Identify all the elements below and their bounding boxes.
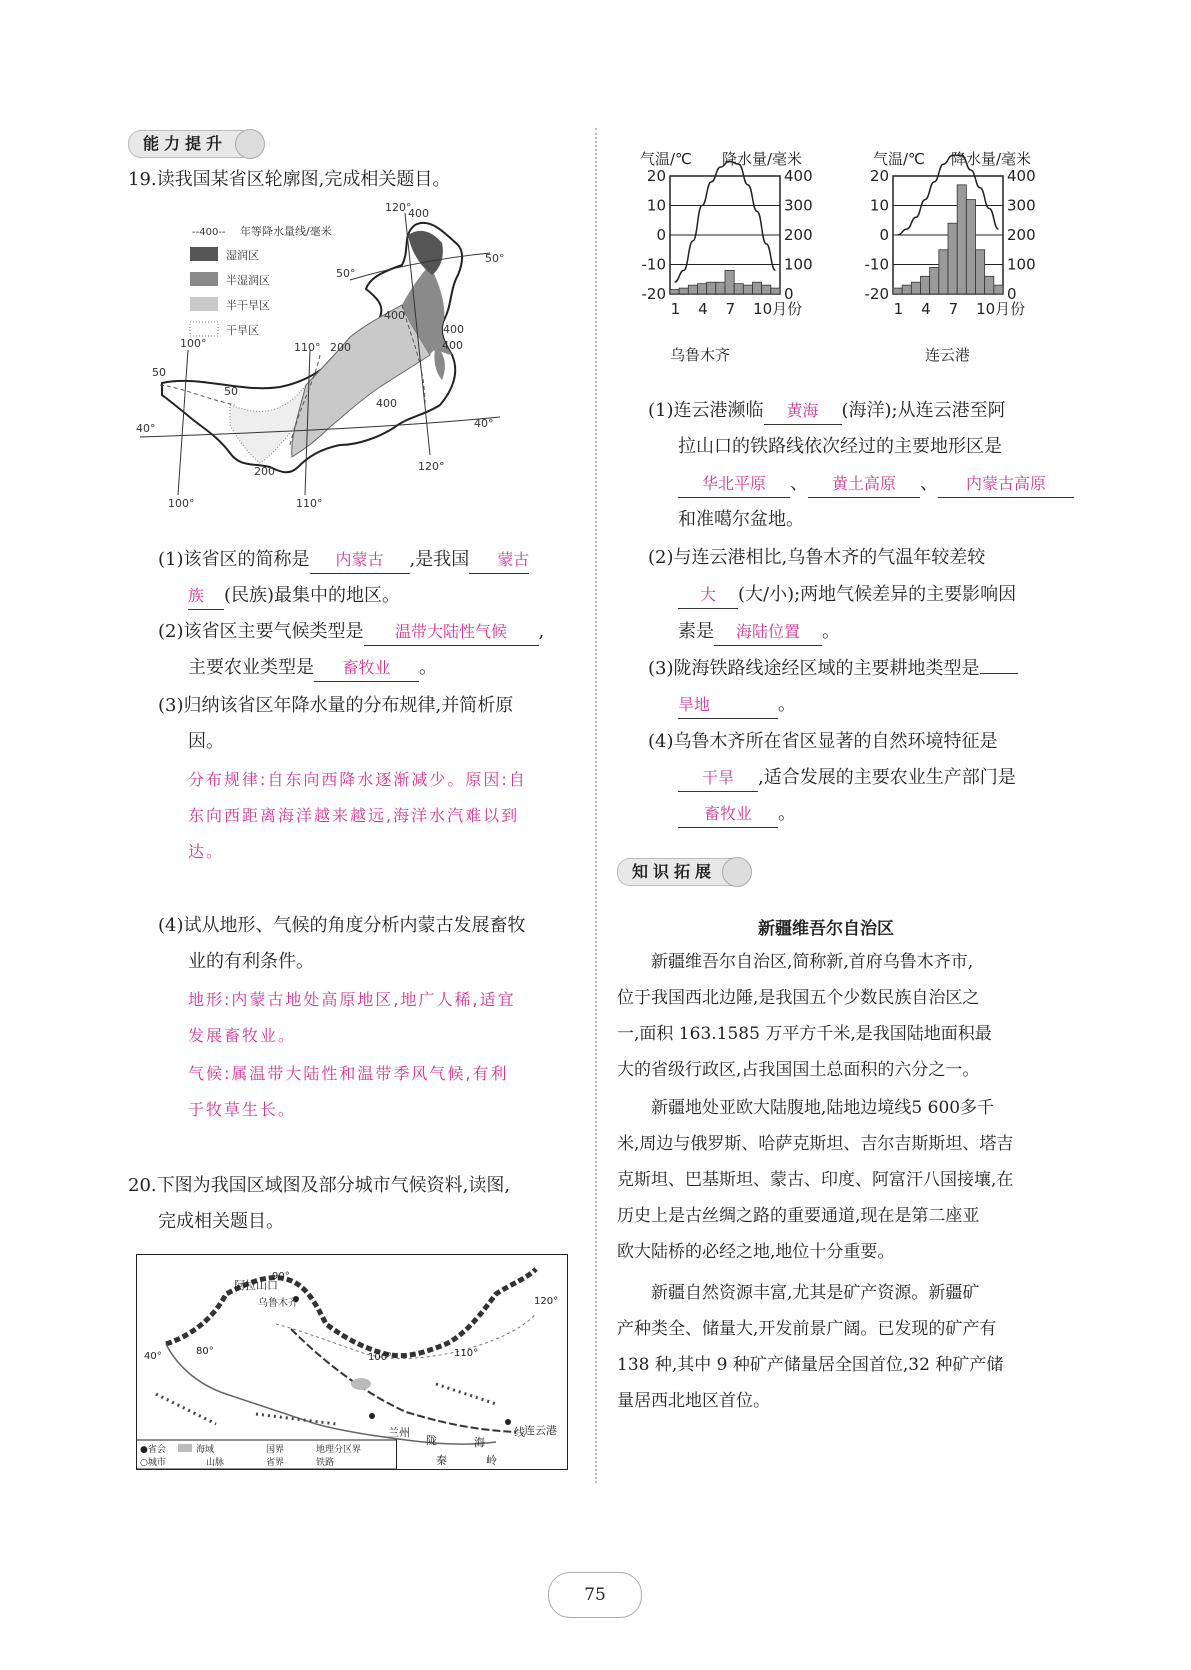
chart-ylabel-right: 降水量/毫米 <box>951 150 1032 168</box>
q19-part4-answer-4: 于牧草生长。 <box>188 1100 297 1119</box>
map-label: 兰州 <box>388 1426 410 1439</box>
legend-iso: --400-- <box>192 227 226 238</box>
legend-region-boundary: 地理分区界 <box>316 1445 362 1455</box>
legend-mountain: 山脉 <box>206 1458 225 1468</box>
q20-part1-line3: 华北平原 、 黄土高原 、 内蒙古高原 <box>678 466 1074 502</box>
column-divider <box>595 128 597 1483</box>
temp-tick-label: 10 <box>646 196 666 215</box>
climate-chart-urumqi <box>622 140 832 370</box>
precipitation-bar <box>734 284 743 294</box>
knowledge-paragraph-3: 新疆自然资源丰富,尤其是矿产资源。新疆矿 产种类全、储量大,开发前景广阔。已发现的矿产有 138 种,其中 9 种矿产储量居全国首位,32 种矿产储 量居西北地区首位。 <box>617 1283 1004 1411</box>
precip-tick-label: 200 <box>1007 226 1036 244</box>
map-label: 80° <box>196 1346 214 1357</box>
answer-blank: 内蒙古 <box>310 547 410 574</box>
q19-province-map <box>136 201 540 535</box>
precipitation-bar <box>743 285 752 294</box>
q19-part2-line2: 主要农业类型是 畜牧业 。 <box>188 650 437 686</box>
precipitation-bar <box>994 285 1003 294</box>
q19-part3-q2: 因。 <box>188 731 224 752</box>
temp-tick-label: -10 <box>864 255 889 274</box>
precipitation-bar <box>930 267 939 294</box>
map-label: 岭 <box>486 1454 497 1467</box>
map-label: 40° <box>136 422 156 435</box>
month-tick-label: 10月份 <box>753 300 803 318</box>
meridian-100 <box>178 350 188 495</box>
legend-swatch-semiarid <box>190 297 218 311</box>
q20-part1-line1: (1)连云港濒临 黄海 (海洋);从连云港至阿 <box>648 393 1006 429</box>
answer-blank: 畜牧业 <box>314 655 419 682</box>
q19-part4-answer-2: 发展畜牧业。 <box>188 1026 297 1045</box>
q19-part3-q1: (3)归纳该省区年降水量的分布规律,并简析原 <box>158 695 514 716</box>
legend-arid: 干旱区 <box>226 324 259 337</box>
chart-ylabel-left: 气温/℃ <box>873 150 925 168</box>
answer-blank: 旱地 <box>678 692 778 719</box>
q20-part1-line2: 拉山口的铁路线依次经过的主要地形区是 <box>678 436 1002 457</box>
map-label: 50° <box>485 252 505 265</box>
answer-blank: 干旱 <box>678 765 758 792</box>
answer-blank: 海陆位置 <box>714 619 822 646</box>
q19-part4-answer-3: 气候:属温带大陆性和温带季风气候,有利 <box>188 1064 509 1083</box>
precipitation-bar <box>762 285 771 294</box>
month-tick-label: 1 <box>670 300 681 318</box>
legend-swatch-humid <box>190 247 218 261</box>
precip-tick-label: 300 <box>1007 196 1036 215</box>
q20-part4-line1: (4)乌鲁木齐所在省区显著的自然环境特征是 <box>648 731 998 752</box>
legend-swatch-arid <box>190 322 218 336</box>
map-label: 400 <box>376 397 397 410</box>
q19-part3-answer-1: 分布规律:自东向西降水逐渐减少。原因:自 <box>188 770 527 789</box>
q20-part1-line4: 和准噶尔盆地。 <box>678 509 804 530</box>
sea-area <box>351 1378 371 1390</box>
magnifier-icon <box>235 129 265 159</box>
precipitation-bar <box>725 270 734 294</box>
precip-tick-label: 400 <box>784 167 813 185</box>
month-tick-label: 4 <box>921 300 931 318</box>
legend-sea-swatch <box>178 1444 192 1452</box>
q19-part2-line1: (2)该省区主要气候类型是 温带大陆性气候 , <box>158 614 544 650</box>
map-label: 400 <box>408 207 429 220</box>
legend-subhumid: 半湿润区 <box>226 274 270 287</box>
map-label: 海 <box>474 1436 485 1449</box>
map-label: 200 <box>254 465 275 478</box>
precip-tick-label: 400 <box>1007 167 1036 185</box>
legend-swatch-subhumid <box>190 272 218 286</box>
map-label: 400 <box>384 309 405 322</box>
q20-stem-1: 20.下图为我国区域图及部分城市气候资料,读图, <box>128 1175 511 1196</box>
q19-part4-answer-1: 地形:内蒙古地处高原地区,地广人稀,适宜 <box>188 990 516 1009</box>
precip-tick-label: 200 <box>784 226 813 244</box>
q19-stem: 19.读我国某省区轮廓图,完成相关题目。 <box>128 169 451 190</box>
temp-tick-label: -20 <box>641 285 666 303</box>
chart-title: 乌鲁木齐 <box>670 346 731 364</box>
magnifier-icon <box>722 857 752 887</box>
map-label: 50 <box>224 385 238 398</box>
map-label: 400 <box>443 323 464 336</box>
section-tag-ability: 能力提升 <box>128 130 264 158</box>
map-label: 100° <box>368 1352 393 1363</box>
precip-tick-label: 0 <box>1007 285 1017 303</box>
legend-capital: ●省会 <box>140 1445 166 1455</box>
answer-blank: 大 <box>678 582 738 609</box>
map-label: 秦 <box>436 1454 447 1467</box>
chart-ylabel-left: 气温/℃ <box>640 150 692 168</box>
precipitation-bar <box>985 276 994 294</box>
q20-part3-line2: 旱地 。 <box>678 687 796 723</box>
map-label: 100° <box>180 337 207 350</box>
precip-tick-label: 0 <box>784 285 794 303</box>
map-label: 120° <box>418 460 445 473</box>
city-lanzhou <box>369 1413 375 1419</box>
city-lianyungang <box>505 1419 511 1425</box>
precipitation-bar <box>707 282 716 294</box>
precipitation-bar <box>976 250 985 294</box>
q20-part2-line3: 素是 海陆位置 。 <box>678 614 840 650</box>
precipitation-bar <box>771 288 780 294</box>
precipitation-bar <box>753 282 762 294</box>
map-label: 乌鲁木齐 <box>258 1298 298 1309</box>
map-label: 阿拉山口 <box>234 1279 278 1292</box>
temp-tick-label: 20 <box>646 167 666 185</box>
q19-part3-answer-3: 达。 <box>188 842 225 861</box>
precipitation-bar <box>902 285 911 294</box>
precipitation-bar <box>679 288 688 294</box>
temp-tick-label: 20 <box>869 167 889 185</box>
knowledge-title: 新疆维吾尔自治区 <box>758 919 894 939</box>
month-tick-label: 1 <box>893 300 904 318</box>
legend-isohyet: 年等降水量线/毫米 <box>240 225 332 238</box>
legend-humid: 湿润区 <box>226 249 259 262</box>
precipitation-bar <box>921 276 930 294</box>
q19-part1-line2: 族 (民族)最集中的地区。 <box>188 578 400 614</box>
map-label: 50° <box>336 267 356 280</box>
map-label: 400 <box>442 339 463 352</box>
temp-tick-label: 10 <box>869 196 889 215</box>
page-number: 75 <box>548 1572 642 1618</box>
climate-chart-lianyungang <box>855 140 1065 370</box>
q20-part2-line2: 大 (大/小);两地气候差异的主要影响因 <box>678 577 1016 613</box>
temp-tick-label: 0 <box>879 226 889 244</box>
precip-tick-label: 100 <box>784 255 813 274</box>
map-label: 90° <box>272 1271 290 1282</box>
map-label: 110° <box>454 1348 479 1359</box>
answer-blank: 黄海 <box>764 398 842 425</box>
temp-tick-label: 0 <box>656 226 666 244</box>
q20-part3-line1: (3)陇海铁路线途经区域的主要耕地类型是 <box>648 651 1018 687</box>
precip-tick-label: 300 <box>784 196 813 215</box>
q19-part3-answer-2: 东向西距离海洋越来越远,海洋水汽难以到 <box>188 806 520 825</box>
knowledge-paragraph-1: 新疆维吾尔自治区,简称新,首府乌鲁木齐市, 位于我国西北边陲,是我国五个少数民族自治区之 一,面积 163.1585 万平方千米,是我国陆地面积最 大的省级行政区,占我国国土总面积的六分之一。 <box>617 952 992 1080</box>
precipitation-bar <box>939 250 948 294</box>
q20-stem-2: 完成相关题目。 <box>158 1211 284 1232</box>
answer-blank: 畜牧业 <box>678 801 778 828</box>
precipitation-bar <box>948 223 957 294</box>
q20-region-map <box>136 1254 568 1470</box>
section-tag-knowledge: 知识拓展 <box>617 858 751 886</box>
map-label: 连云港 <box>524 1424 557 1437</box>
map-label: 40° <box>474 417 494 430</box>
map-label: 40° <box>144 1351 162 1362</box>
legend-border: 国界 <box>266 1445 285 1455</box>
legend-city: ○城市 <box>140 1458 166 1468</box>
map-label: 线 <box>514 1426 525 1439</box>
legend-province-border: 省界 <box>266 1458 285 1468</box>
precipitation-bar <box>688 285 697 294</box>
legend-semiarid: 半干旱区 <box>226 299 270 312</box>
legend-railway: 铁路 <box>316 1458 335 1468</box>
temp-tick-label: -10 <box>641 255 666 274</box>
map-label: 120° <box>534 1296 559 1307</box>
q19-part1-line1: (1)该省区的简称是 内蒙古 ,是我国 蒙古 <box>158 542 529 578</box>
precipitation-bar <box>911 282 920 294</box>
answer-blank: 族 <box>188 583 224 610</box>
map-label: 110° <box>294 341 321 354</box>
chart-title: 连云港 <box>925 346 971 364</box>
map-frame <box>137 1255 568 1470</box>
map-label: 陇 <box>426 1434 437 1447</box>
month-tick-label: 4 <box>698 300 708 318</box>
knowledge-paragraph-2: 新疆地处亚欧大陆腹地,陆地边境线5 600多千 米,周边与俄罗斯、哈萨克斯坦、吉尔吉斯斯坦、塔吉 克斯坦、巴基斯坦、蒙古、印度、阿富汗八国接壤,在 历史上是古丝绸之路的重要通道,现在是第二座亚 欧大陆桥的必经之地,地位十分重要。 <box>617 1098 1014 1262</box>
answer-blank: 蒙古 <box>469 547 529 574</box>
month-tick-label: 7 <box>725 300 736 318</box>
precipitation-bar <box>957 185 966 294</box>
month-tick-label: 10月份 <box>976 300 1026 318</box>
precipitation-bar <box>893 288 902 294</box>
legend-sea: 海域 <box>196 1445 215 1455</box>
map-label: 50 <box>152 366 166 379</box>
precipitation-bar <box>716 282 725 294</box>
q19-part4-q2: 业的有利条件。 <box>188 951 314 972</box>
q20-part4-line3: 畜牧业 。 <box>678 796 796 832</box>
q20-part4-line2: 干旱 ,适合发展的主要农业生产部门是 <box>678 760 1016 796</box>
answer-blank: 华北平原 <box>678 471 790 498</box>
temp-tick-label: -20 <box>864 285 889 303</box>
precipitation-bar <box>698 284 707 294</box>
q19-part4-q1: (4)试从地形、气候的角度分析内蒙古发展畜牧 <box>158 915 526 936</box>
q20-part2-line1: (2)与连云港相比,乌鲁木齐的气温年较差较 <box>648 547 986 568</box>
precip-tick-label: 100 <box>1007 255 1036 274</box>
answer-blank: 内蒙古高原 <box>938 471 1074 498</box>
precipitation-bar <box>966 200 975 294</box>
chart-ylabel-right: 降水量/毫米 <box>722 150 803 168</box>
answer-blank: 温带大陆性气候 <box>364 619 539 646</box>
map-label: 120° <box>385 201 412 214</box>
map-label: 200 <box>330 341 351 354</box>
map-label: 110° <box>296 497 323 510</box>
precipitation-bar <box>670 290 679 294</box>
month-tick-label: 7 <box>948 300 959 318</box>
map-label: 100° <box>168 497 195 510</box>
answer-blank: 黄土高原 <box>808 471 920 498</box>
